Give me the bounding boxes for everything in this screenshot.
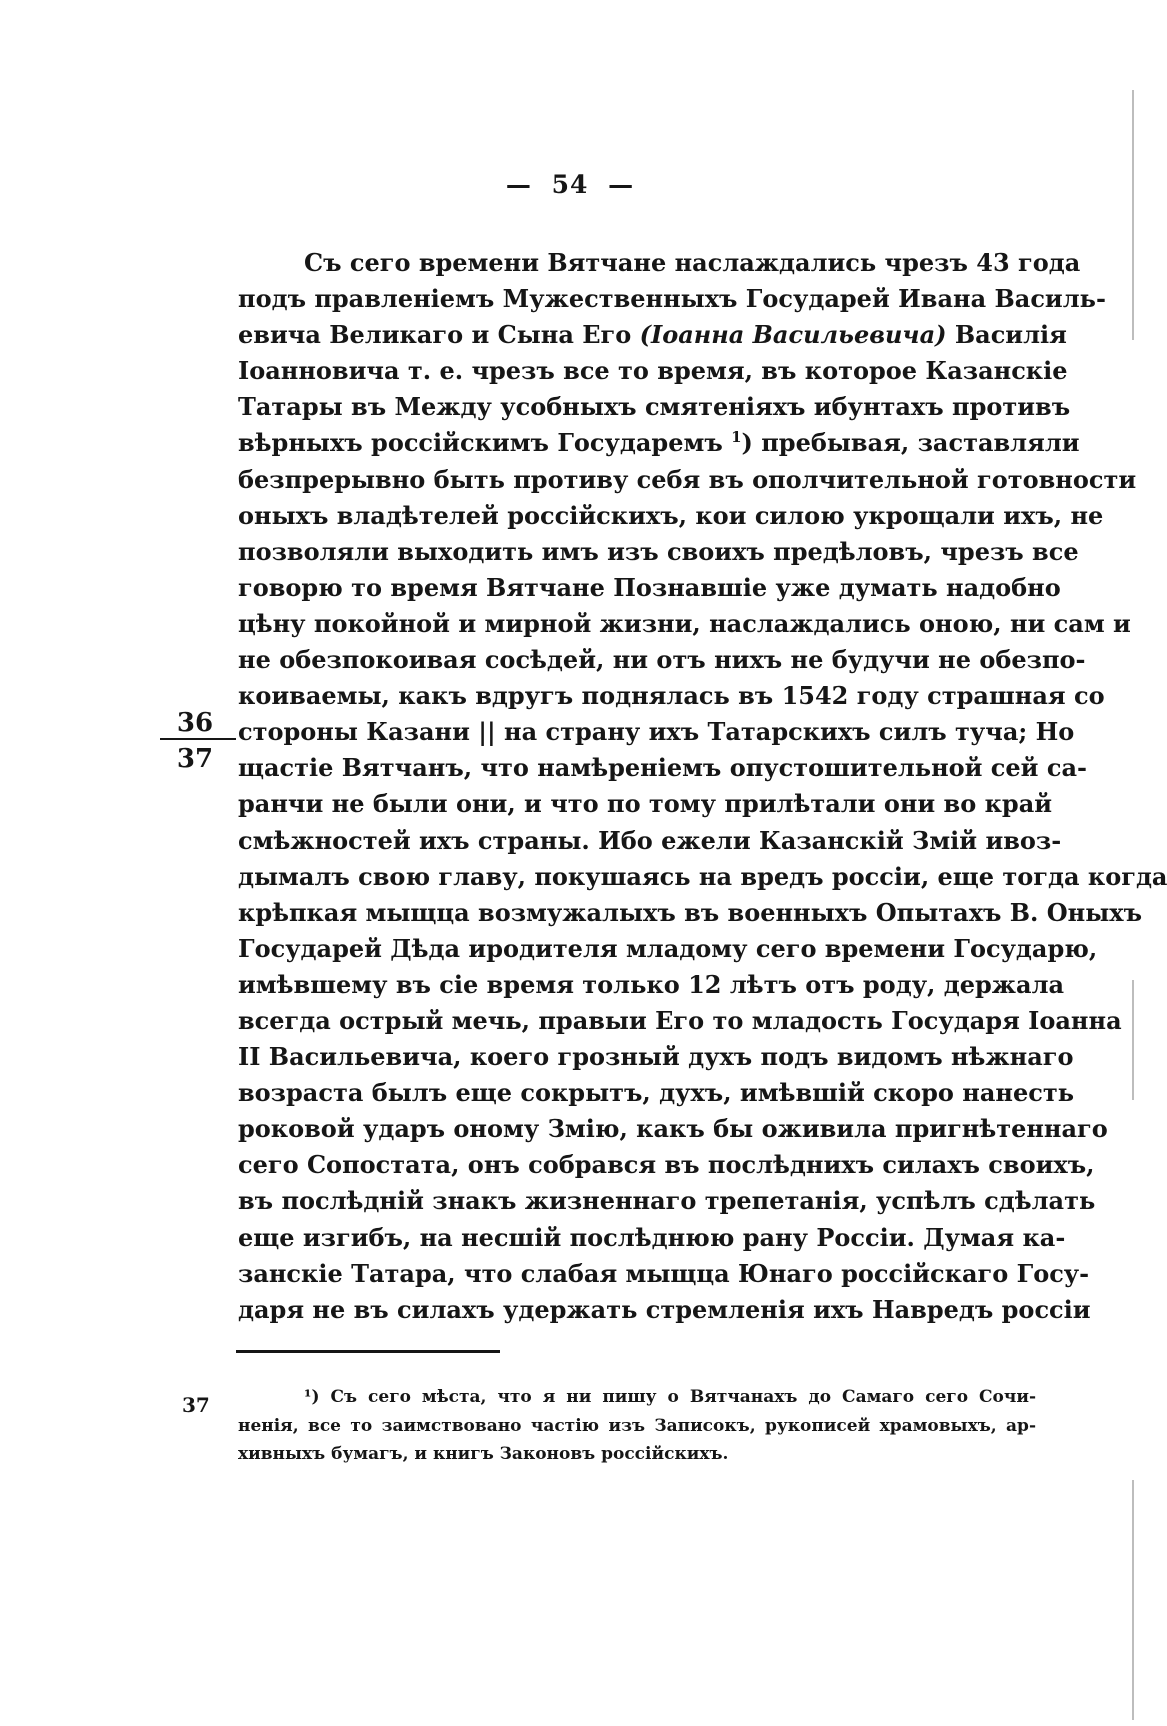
footnote-line: хивныхъ бумагъ, и книгъ Законовъ россійскихъ. bbox=[238, 1444, 729, 1464]
text-line: Татары въ Между усобныхъ смятеніяхъ ибунтахъ противъ bbox=[238, 392, 1071, 422]
text-line: возраста былъ еще сокрытъ, духъ, имѣвшій скоро нанесть bbox=[238, 1078, 1075, 1108]
footnote-reference: 1 bbox=[731, 428, 742, 447]
footnote-block bbox=[238, 1383, 1036, 1469]
text-line: евича Великаго и Сына Его (Іоанна Васильевича) Василія bbox=[238, 320, 1067, 350]
page-header bbox=[0, 170, 1140, 199]
text-line: занскіе Татара, что слабая мыщца Юнаго россійскаго Госу- bbox=[238, 1258, 1090, 1288]
text-line: ранчи не были они, и что по тому прилѣтали они во край bbox=[238, 789, 1053, 819]
text-line: подъ правленіемъ Мужественныхъ Государей Ивана Василь- bbox=[238, 284, 1106, 314]
text-line: Государей Дѣда иродителя младому сего времени Государю, bbox=[238, 933, 1098, 963]
text-line: не обезпокоивая сосѣдей, ни отъ нихъ не будучи не обезпо- bbox=[238, 645, 1086, 675]
main-text-block bbox=[238, 245, 1167, 1328]
margin-page-marker-36: 36 bbox=[176, 708, 214, 738]
dash-left: — bbox=[505, 170, 532, 199]
page-edge-shadow bbox=[1132, 90, 1134, 340]
text-line: вѣрныхъ россійскимъ Государемъ $^1$) пребывая, заставляли bbox=[238, 428, 1080, 458]
text-line: въ послѣдній знакъ жизненнаго трепетанія, успѣлъ сдѣлать bbox=[238, 1186, 1096, 1216]
text-line: позволяли выходить имъ изъ своихъ предѣловъ, чрезъ все bbox=[238, 536, 1079, 566]
text-line: стороны Казани || на страну ихъ Татарскихъ силъ туча; Но bbox=[238, 717, 1075, 747]
text-line: смѣжностей ихъ страны. Ибо ежели Казанскій Змій ивоз- bbox=[238, 825, 1062, 855]
text-line: крѣпкая мыщца возмужалыхъ въ военныхъ Опытахъ В. Оныхъ bbox=[238, 897, 1143, 927]
text-line: коиваемы, какъ вдругъ поднялась въ 1542 году страшная со bbox=[238, 681, 1105, 711]
footnote-line: ненія, все то заимствовано частію изъ Записокъ, рукописей храмовыхъ, ар- bbox=[238, 1415, 1036, 1436]
page-number: 54 bbox=[551, 170, 589, 199]
text-line: Съ сего времени Вятчане наслаждались чрезъ 43 года bbox=[304, 248, 1081, 277]
dash-right: — bbox=[608, 170, 635, 199]
text-line: оныхъ владѣтелей россійскихъ, кои силою укрощали ихъ, не bbox=[238, 500, 1104, 530]
footnote-divider bbox=[236, 1350, 500, 1353]
text-line: безпрерывно быть противу себя въ ополчительной готовности bbox=[238, 464, 1137, 494]
text-line: даря не въ силахъ удержать стремленія ихъ Навредъ россіи bbox=[238, 1294, 1091, 1324]
footnote-line: ¹) Съ сего мѣста, что я ни пишу о Вятчанахъ до Самаго сего Сочи- bbox=[304, 1387, 1036, 1407]
italic-name: (Іоанна Васильевича) bbox=[639, 320, 947, 350]
text-line: всегда острый мечь, правыи Его то младость Государя Іоанна bbox=[238, 1005, 1122, 1035]
text-line: II Васильевича, коего грозный духъ подъ видомъ нѣжнаго bbox=[238, 1042, 1074, 1072]
text-line: роковой ударъ оному Змію, какъ бы оживила пригнѣтеннаго bbox=[238, 1114, 1108, 1144]
text-line: сего Сопостата, онъ собрався въ послѣднихъ силахъ своихъ, bbox=[238, 1150, 1095, 1180]
text-line: цѣну покойной и мирной жизни, наслаждались оною, ни сам и bbox=[238, 608, 1131, 638]
text-line: еще изгибъ, на несшій послѣднюю рану Россіи. Думая ка- bbox=[238, 1222, 1066, 1252]
text-line: дымалъ свою главу, покушаясь на вредъ россіи, еще тогда когда bbox=[238, 861, 1167, 891]
text-line: имѣвшему въ сіе время только 12 лѣтъ отъ роду, держала bbox=[238, 969, 1065, 999]
text-line: щастіе Вятчанъ, что намѣреніемъ опустошительной сей са- bbox=[238, 753, 1087, 783]
text-line: говорю то время Вятчане Познавшіе уже думать надобно bbox=[238, 572, 1061, 602]
page-edge-shadow bbox=[1132, 1480, 1134, 1720]
text-line: Іоанновича т. е. чрезъ все то время, въ которое Казанскіе bbox=[238, 356, 1068, 386]
footnote-margin-marker: 37 bbox=[182, 1393, 210, 1417]
margin-marker-rule bbox=[160, 738, 236, 740]
page-edge-shadow bbox=[1132, 980, 1134, 1100]
margin-page-marker-37: 37 bbox=[176, 744, 214, 774]
